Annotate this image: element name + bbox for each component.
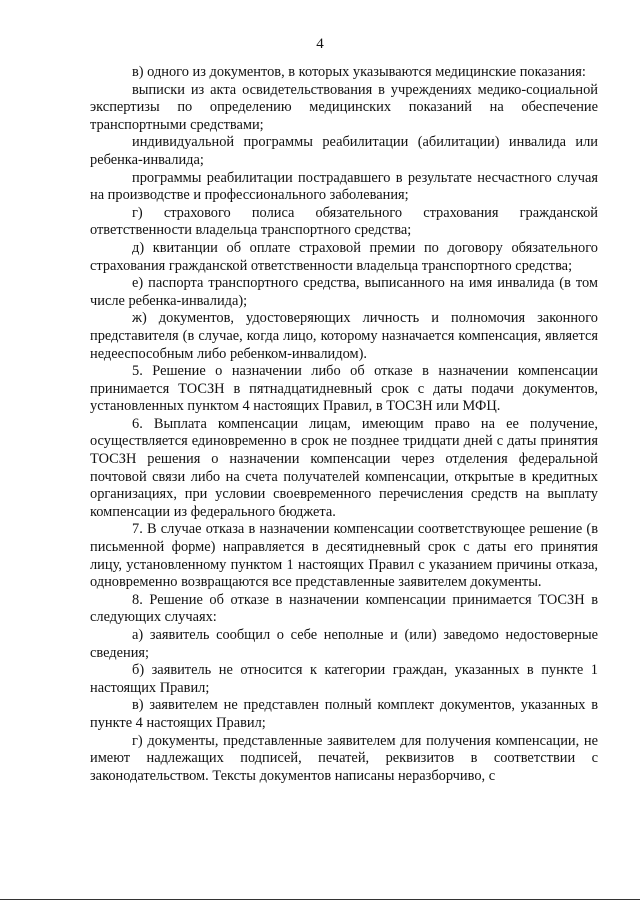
paragraph-v-incomplete-set: в) заявителем не представлен полный комплект документов, указанных в пункте 4 настоящих Правил; bbox=[90, 697, 598, 731]
document-body bbox=[90, 64, 598, 785]
paragraph-e-vehicle-passport: е) паспорта транспортного средства, выписанного на имя инвалида (в том числе ребенка-инвалида); bbox=[90, 275, 598, 309]
bottom-edge-line bbox=[0, 899, 640, 900]
paragraph-b-not-eligible: б) заявитель не относится к категории граждан, указанных в пункте 1 настоящих Правил; bbox=[90, 662, 598, 696]
paragraph-g-improper-documents: г) документы, представленные заявителем для получения компенсации, не имеют надлежащих подписей, печатей, реквизитов в соответствии с законодательством. Тексты документов написаны неразборчиво, с bbox=[90, 732, 598, 784]
paragraph-individual-program: индивидуальной программы реабилитации (абилитации) инвалида или ребенка-инвалида; bbox=[90, 134, 598, 168]
paragraph-6-payment: 6. Выплата компенсации лицам, имеющим право на ее получение, осуществляется единовременно в срок не позднее тридцати дней с даты принятия ТОСЗН решения о назначении компенсации через отделения федеральной почтовой связи либо на счета получателей компенсации, открытые в кредитных организациях, при условии своевременного перечисления средств на выплату компенсации из федерального бюджета. bbox=[90, 415, 598, 520]
paragraph-zh-identity-documents: ж) документов, удостоверяющих личность и полномочия законного представителя (в случае, когда лицо, которому назначается компенсация, является недееспособным либо ребенком-инвалидом). bbox=[90, 310, 598, 362]
paragraph-8-refusal-cases: 8. Решение об отказе в назначении компенсации принимается ТОСЗН в следующих случаях: bbox=[90, 591, 598, 626]
paragraph-v-medical-documents: в) одного из документов, в которых указываются медицинские показания: bbox=[132, 64, 586, 80]
paragraph-7-refusal-notice: 7. В случае отказа в назначении компенсации соответствующее решение (в письменной форме) направляется в десятидневный срок с даты его принятия лицу, установленному пунктом 1 настоящих Правил с указанием причины отказа, одновременно возвращаются все представленные заявителем документы. bbox=[90, 521, 598, 591]
paragraph-mse-extract: выписки из акта освидетельствования в учреждениях медико-социальной экспертизы по определению медицинских показаний на обеспечение транспортными средствами; bbox=[90, 81, 598, 133]
paragraph-rehab-program: программы реабилитации пострадавшего в результате несчастного случая на производстве и профессионального заболевания; bbox=[90, 169, 598, 204]
paragraph-g-insurance-policy: г) страхового полиса обязательного страхования гражданской ответственности владельца транспортного средства; bbox=[90, 204, 598, 239]
paragraph-a-incomplete-info: а) заявитель сообщил о себе неполные и (или) заведомо недостоверные сведения; bbox=[90, 627, 598, 661]
page-number: 4 bbox=[316, 36, 324, 52]
paragraph-d-premium-receipt: д) квитанции об оплате страховой премии по договору обязательного страхования гражданской ответственности владельца транспортного средства; bbox=[90, 239, 598, 274]
paragraph-5-decision: 5. Решение о назначении либо об отказе в назначении компенсации принимается ТОСЗН в пятнадцатидневный срок с даты подачи документов, установленных пунктом 4 настоящих Правил, в ТОСЗН или МФЦ. bbox=[90, 363, 598, 415]
